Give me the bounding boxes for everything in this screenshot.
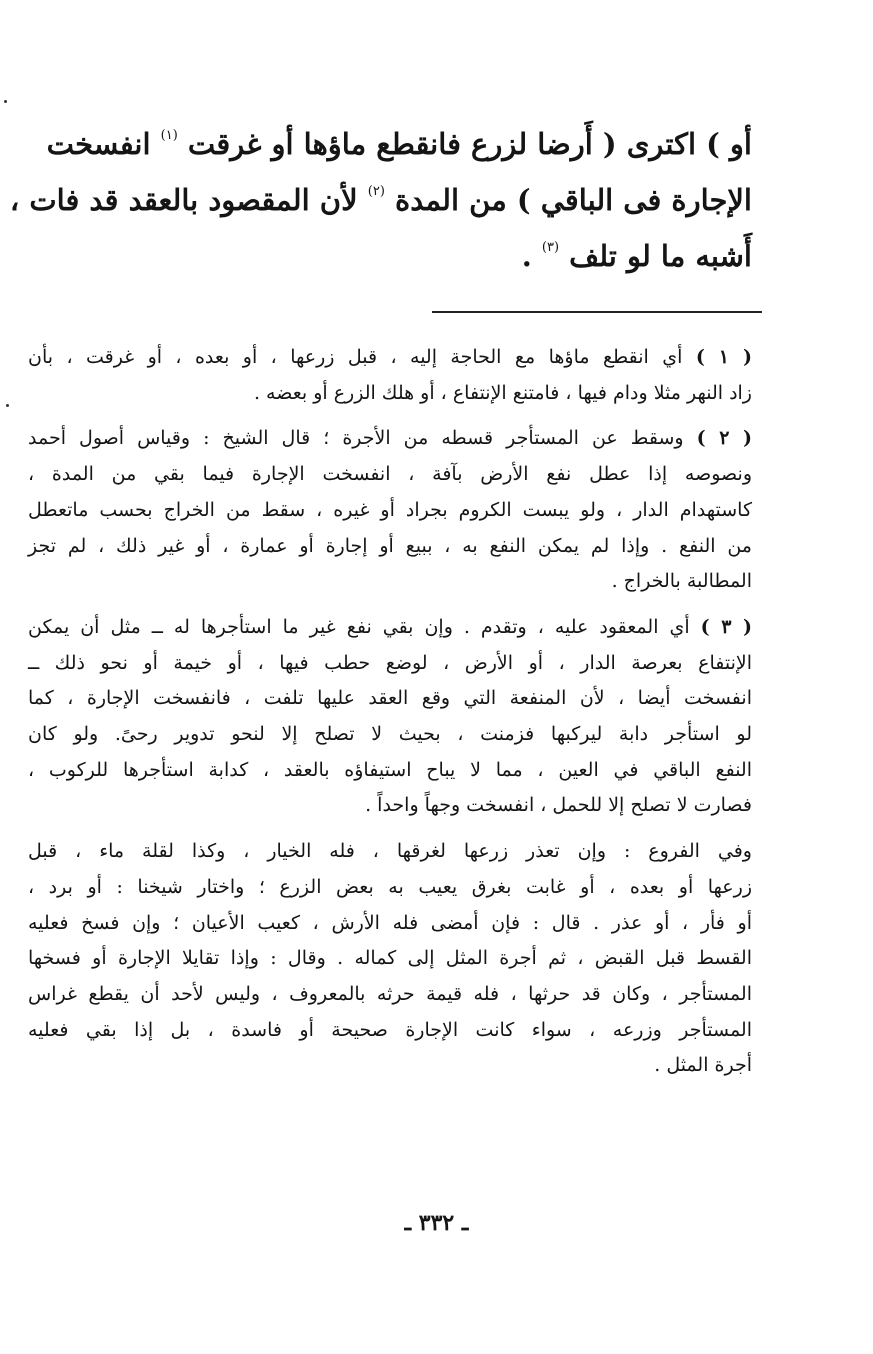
page-number: ـ ٣٣٢ ـ bbox=[404, 1210, 469, 1236]
main-text-fragment: انفسخت bbox=[46, 127, 151, 161]
footnote-line: كاستهدام الدار ، ولو يبست الكروم بجراد أو غيره ، سقط من الخراج بحسب ماتعطل bbox=[28, 498, 752, 521]
footnote-line: المستأجر وزرعه ، سواء كانت الإجارة صحيحة أو فاسدة ، بل إذا بقي فعليه bbox=[28, 1018, 752, 1041]
footnote-line: النفع الباقي في العين ، مما لا يباح استيفاؤه بالعقد ، كدابة استأجرها للركوب ، bbox=[28, 758, 752, 781]
footnote-furu-quote bbox=[28, 834, 752, 1084]
footnote-line: المطالبة بالخراج . bbox=[611, 570, 752, 593]
footnote-line bbox=[28, 421, 752, 457]
main-text bbox=[9, 116, 752, 284]
footnote-line bbox=[28, 610, 752, 646]
footnote-line: وفي الفروع : وإن تعذر زرعها لغرقها ، فله الخيار ، وكذا لقلة ماء ، قبل bbox=[28, 840, 752, 863]
footnote-number: ( ٣ ) bbox=[700, 615, 752, 638]
footnotes bbox=[28, 340, 752, 1094]
main-text-fragment: الإجارة فى الباقي ) من المدة bbox=[395, 183, 752, 217]
footnote-1 bbox=[28, 340, 752, 411]
footnote-line: الإنتفاع بعرصة الدار ، أو الأرض ، لوضع حطب فيها ، أو خيمة أو نحو ذلك ــ bbox=[28, 651, 752, 674]
footnote-2 bbox=[28, 421, 752, 600]
footnote-line: انفسخت أيضا ، لأن المنفعة التي وقع العقد عليها تلفت ، فانفسخت الإجارة ، كما bbox=[28, 687, 752, 710]
main-line bbox=[30, 116, 752, 172]
footnote-line: ونصوصه إذا عطل نفع الأرض بآفة ، انفسخت الإجارة فيما بقي من المدة ، bbox=[28, 463, 752, 486]
footnote-ref-2: (٢) bbox=[367, 184, 385, 199]
footnote-3 bbox=[28, 610, 752, 824]
footnote-line: أو فأر ، أو عذر . قال : فإن أمضى فله الأرش ، كعيب الأعيان ؛ وإن فسخ فعليه bbox=[28, 911, 752, 934]
footnote-line: المستأجر ، وكان قد حرثها ، فله قيمة حرثه بالمعروف ، وليس لأحد أن يقطع غراس bbox=[28, 982, 752, 1005]
main-text-fragment: . bbox=[521, 239, 532, 273]
footnote-line: زاد النهر مثلا ودام فيها ، فامتنع الإنتفاع ، أو هلك الزرع أو بعضه . bbox=[253, 381, 752, 404]
footnote-line: لو استأجر دابة ليركبها فزمنت ، بحيث لا تصلح إلا لنحو تدوير رحىً. ولو كان bbox=[28, 723, 752, 746]
footnote-line: زرعها أو بعده ، أو غابت بغرق يعيب به بعض الزرع ؛ واختار شيخنا : أو برد ، bbox=[28, 875, 752, 898]
footnote-ref-3: (٣) bbox=[541, 240, 560, 255]
footnote-number: ( ٢ ) bbox=[696, 427, 753, 450]
scan-speck bbox=[4, 100, 7, 103]
footnote-line: من النفع . وإذا لم يمكن النفع به ، ببيع أو إجارة أو عمارة ، أو غير ذلك ، لم تجز bbox=[28, 534, 752, 557]
footnote-text: أي المعقود عليه ، وتقدم . وإن بقي نفع غير ما استأجرها له ــ مثل أن يمكن bbox=[28, 615, 690, 638]
footnote-text: أي انقطع ماؤها مع الحاجة إليه ، قبل زرعها ، أو بعده ، أو غرقت ، بأن bbox=[28, 346, 683, 368]
footnote-line: فصارت لا تصلح إلا للحمل ، انفسخت وجهاً واحداً . bbox=[365, 794, 752, 817]
main-line bbox=[9, 172, 752, 228]
footnote-line: أجرة المثل . bbox=[654, 1054, 752, 1077]
footnote-line bbox=[28, 340, 752, 376]
main-text-fragment: لأن المقصود بالعقد قد فات ، bbox=[9, 183, 358, 217]
main-text-fragment: أو ) اكترى ( أَرضا لزرع فانقطع ماؤها أو غرقت bbox=[187, 127, 752, 161]
main-line bbox=[30, 228, 752, 284]
main-text-fragment: أَشبه ما لو تلف bbox=[569, 239, 752, 273]
footnote-ref-1: (١) bbox=[160, 128, 178, 143]
footnote-separator bbox=[432, 311, 762, 313]
footnote-number: ( ١ ) bbox=[695, 346, 752, 368]
footnote-line: القسط قبل القبض ، ثم أجرة المثل إلى كماله . وقال : وإذا تقايلا الإجارة أو فسخها bbox=[28, 947, 752, 970]
scan-speck bbox=[6, 404, 9, 407]
footnote-text: وسقط عن المستأجر قسطه من الأجرة ؛ قال الشيخ : وقياس أصول أحمد bbox=[28, 427, 684, 450]
